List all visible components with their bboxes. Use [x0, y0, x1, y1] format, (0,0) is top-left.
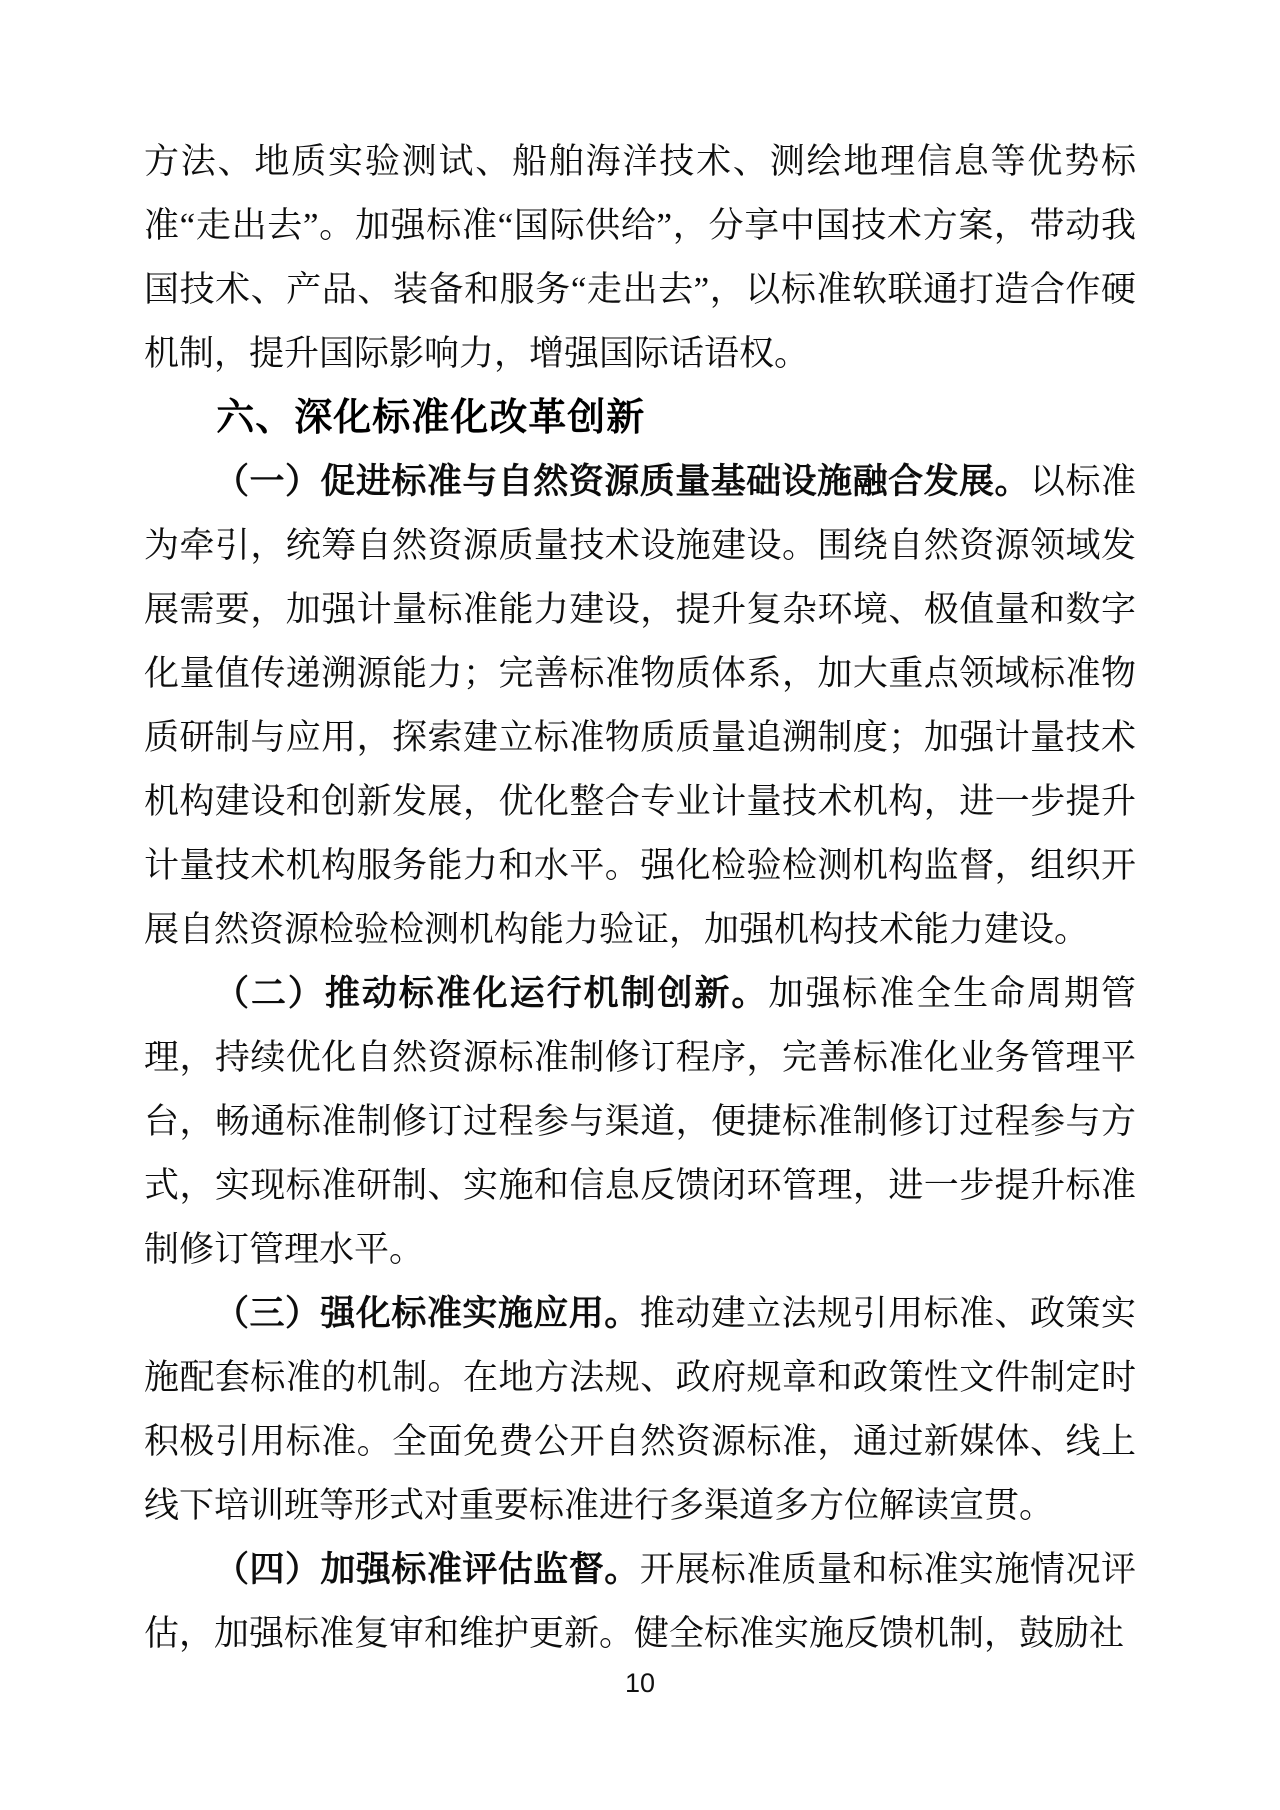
- paragraph-text: 加强标准全生命周期管理，持续优化自然资源标准制修订程序，完善标准化业务管理平台，畅通标准制修订过程参与渠道，便捷标准制修订过程参与方式，实现标准研制、实施和信息反馈闭环管理，进一步提升标准制修订管理水平。: [144, 974, 1136, 1269]
- paragraph-text: 开展标准质量和标准实施情况评估，加强标准复审和维护更新。健全标准实施反馈机制，鼓励社: [144, 1550, 1136, 1653]
- paragraph-item-3: [144, 1282, 1136, 1538]
- paragraph-item-4: [144, 1538, 1136, 1666]
- paragraph-lead: （一）促进标准与自然资源质量基础设施融合发展。: [214, 462, 1031, 501]
- paragraph-item-1: [144, 450, 1136, 962]
- page-number: 10: [624, 1668, 656, 1698]
- paragraph-text: 以标准为牵引，统筹自然资源质量技术设施建设。围绕自然资源领域发展需要，加强计量标准能力建设，提升复杂环境、极值量和数字化量值传递溯源能力；完善标准物质体系，加大重点领域标准物质研制与应用，探索建立标准物质质量追溯制度；加强计量技术机构建设和创新发展，优化整合专业计量技术机构，进一步提升计量技术机构服务能力和水平。强化检验检测机构监督，组织开展自然资源检验检测机构能力验证，加强机构技术能力建设。: [144, 462, 1136, 949]
- section-heading: [144, 386, 1136, 450]
- paragraph-lead: （三）强化标准实施应用。: [214, 1294, 640, 1333]
- page-content: [144, 130, 1136, 1666]
- section-heading-text: 六、深化标准化改革创新: [216, 397, 646, 439]
- page-footer: [0, 1668, 1280, 1699]
- paragraph-text: 推动建立法规引用标准、政策实施配套标准的机制。在地方法规、政府规章和政策性文件制定时积极引用标准。全面免费公开自然资源标准，通过新媒体、线上线下培训班等形式对重要标准进行多渠道多方位解读宣贯。: [144, 1294, 1136, 1525]
- paragraph-item-2: [144, 962, 1136, 1282]
- paragraph-text: 方法、地质实验测试、船舶海洋技术、测绘地理信息等优势标准“走出去”。加强标准“国际供给”，分享中国技术方案，带动我国技术、产品、装备和服务“走出去”，以标准软联通打造合作硬机制，提升国际影响力，增强国际话语权。: [144, 142, 1136, 373]
- paragraph-lead: （二）推动标准化运行机制创新。: [214, 974, 769, 1013]
- paragraph-lead: （四）加强标准评估监督。: [214, 1550, 640, 1589]
- paragraph-continuation: [144, 130, 1136, 386]
